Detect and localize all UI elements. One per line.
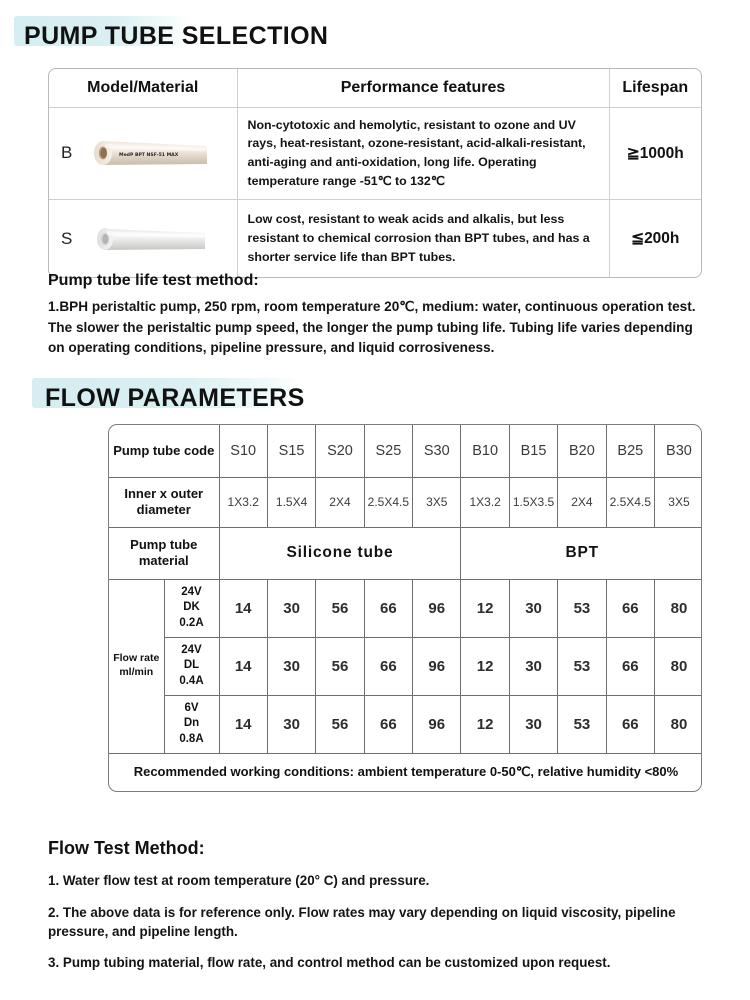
cell-lifespan-s: ≦200h [609,199,701,277]
code-cell: B10 [461,425,509,477]
flow-value-cell: 14 [219,695,267,753]
flow-value-cell: 53 [558,579,606,637]
flow-test-method-section [48,838,720,973]
flow-value-cell: 53 [558,637,606,695]
spec-voltage: 6V [184,702,199,715]
label-pump-tube-material: Pump tube material [109,527,219,579]
flow-row-24v-dl [109,637,702,695]
flow-value-cell: 66 [364,695,412,753]
life-test-line-1: 1.BPH peristaltic pump, 250 rpm, room temperature 20℃, medium: water, continuous operation test. [48,299,696,314]
label-pump-tube-code: Pump tube code [109,425,219,477]
spec-model: DK [183,601,200,614]
page-title-flow-parameters: FLOW PARAMETERS [45,384,305,412]
spec-current: 0.8A [179,732,204,745]
model-code-label: S [61,228,73,248]
diameter-cell: 2X4 [558,477,606,527]
cell-performance-s: Low cost, resistant to weak acids and alkalis, but less resistant to chemical corrosion than BPT tubes, and has a shorter service life than BPT tubes. [237,199,609,277]
flow-value-cell: 14 [219,637,267,695]
flow-value-cell: 96 [413,637,461,695]
flow-test-item-1: 1. Water flow test at room temperature (20° C) and pressure. [48,873,430,888]
diameter-cell: 2.5X4.5 [364,477,412,527]
flow-value-cell: 12 [461,695,509,753]
diameter-cell: 2.5X4.5 [606,477,654,527]
label-flow-rate: Flow rate ml/min [109,579,164,753]
flow-value-cell: 66 [364,579,412,637]
diameter-cell: 3X5 [413,477,461,527]
code-cell: B30 [655,425,702,477]
life-test-heading: Pump tube life test method: [48,272,259,289]
table-header-row [49,69,701,107]
cell-model-s [49,199,237,277]
header-lifespan: Lifespan [609,69,701,107]
code-cell: B20 [558,425,606,477]
code-cell: B15 [509,425,557,477]
flow-value-cell: 56 [316,695,364,753]
flow-value-cell: 30 [267,637,315,695]
flow-row-material [109,527,702,579]
flow-value-cell: 80 [655,695,702,753]
spec-voltage: 24V [181,586,202,599]
spec-model: DL [183,659,200,672]
flow-value-cell: 66 [364,637,412,695]
flow-value-cell: 30 [509,637,557,695]
flow-value-cell: 30 [267,579,315,637]
spec-current: 0.2A [179,616,204,629]
cell-model-b [49,107,237,199]
spec-cell-24v-dl [164,637,219,695]
life-test-line-2: The slower the peristaltic pump speed, the longer the pump tubing life. Tubing life varies depending on operating conditions, pipeline pressure, and liquid corrosiveness. [48,320,693,355]
flow-value-cell: 80 [655,637,702,695]
code-cell: S25 [364,425,412,477]
pump-tube-selection-table [48,68,702,278]
flow-value-cell: 66 [606,695,654,753]
flow-row-note [109,753,702,791]
spec-current: 0.4A [179,674,204,687]
flow-value-cell: 96 [413,695,461,753]
flow-value-cell: 12 [461,637,509,695]
cell-performance-b: Non-cytotoxic and hemolytic, resistant to ozone and UV rays, heat-resistant, ozone-resistant, acid-alkali-resistant, anti-aging and anti-oxidation, long life. Operating temperature range -51℃ to 132℃ [237,107,609,199]
flow-value-cell: 14 [219,579,267,637]
material-cell-silicone: Silicone tube [219,527,461,579]
diameter-cell: 2X4 [316,477,364,527]
code-cell: S15 [267,425,315,477]
diameter-cell: 1X3.2 [461,477,509,527]
flow-value-cell: 30 [509,695,557,753]
flow-value-cell: 12 [461,579,509,637]
flow-test-heading: Flow Test Method: [48,838,205,858]
flow-test-item-3: 3. Pump tubing material, flow rate, and control method can be customized upon request. [48,955,611,971]
flow-value-cell: 30 [267,695,315,753]
label-inner-outer-diameter: Inner x outer diameter [109,477,219,527]
spec-cell-24v-dk [164,579,219,637]
cell-lifespan-b: ≧1000h [609,107,701,199]
flow-row-diameter [109,477,702,527]
diameter-cell: 1X3.2 [219,477,267,527]
code-cell: S30 [413,425,461,477]
recommended-conditions-note: Recommended working conditions: ambient temperature 0-50℃, relative humidity <80% [109,753,702,791]
flow-row-code [109,425,702,477]
page-title-pump-tube-selection: PUMP TUBE SELECTION [24,22,329,50]
table-row [49,199,701,277]
flow-parameters-table [108,424,702,792]
flow-row-6v-dn [109,695,702,753]
flow-value-cell: 56 [316,637,364,695]
flow-value-cell: 66 [606,579,654,637]
code-cell: S20 [316,425,364,477]
flow-value-cell: 66 [606,637,654,695]
code-cell: B25 [606,425,654,477]
flow-row-24v-dk [109,579,702,637]
flow-value-cell: 56 [316,579,364,637]
flow-test-item-2: 2. The above data is for reference only. Flow rates may vary depending on liquid viscosity, pipeline pressure, and pipeline length. [48,904,676,939]
code-cell: S10 [219,425,267,477]
diameter-cell: 3X5 [655,477,702,527]
diameter-cell: 1.5X4 [267,477,315,527]
spec-cell-6v-dn [164,695,219,753]
diameter-cell: 1.5X3.5 [509,477,557,527]
table-row [49,107,701,199]
model-code-label: B [61,143,73,163]
flow-value-cell: 80 [655,579,702,637]
flow-value-cell: 53 [558,695,606,753]
material-cell-bpt: BPT [461,527,702,579]
header-model-material: Model/Material [49,69,237,107]
silicone-tube-photo-icon [89,220,217,258]
header-performance-features: Performance features [237,69,609,107]
spec-voltage: 24V [181,644,202,657]
spec-model: Dn [183,717,200,730]
svg-text:MedP BPT NSF-51 MAX: MedP BPT NSF-51 MAX [119,153,179,159]
flow-value-cell: 96 [413,579,461,637]
flow-value-cell: 30 [509,579,557,637]
bpt-tube-photo-icon [89,134,217,172]
pump-tube-life-test-section [48,272,708,357]
